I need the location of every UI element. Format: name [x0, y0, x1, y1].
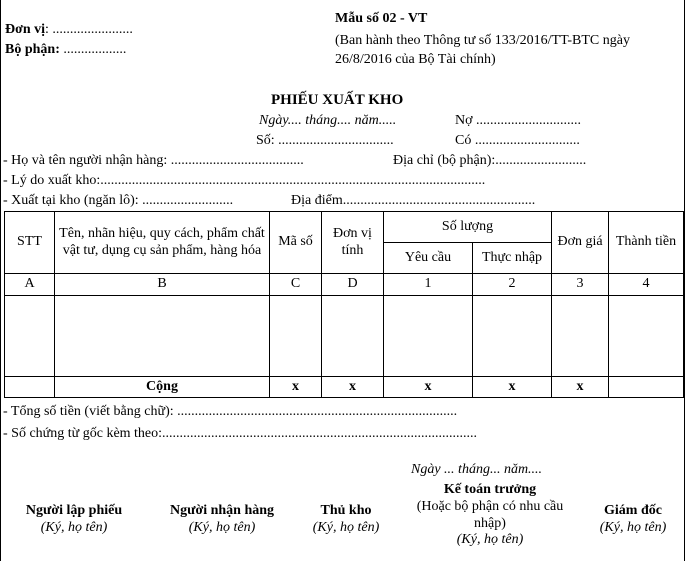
preparer-title: Người lập phiếu: [25, 503, 123, 518]
amount-header: Thành tiền: [609, 212, 684, 274]
warehouse-field: - Xuất tại kho (ngăn lô): ..........................: [3, 193, 234, 208]
document-title: PHIẾU XUẤT KHO: [271, 92, 404, 108]
total-label: Cộng: [55, 377, 270, 398]
blank-cell[interactable]: [55, 296, 270, 377]
price-header: Đơn giá: [552, 212, 609, 274]
index-cell: D: [322, 274, 384, 296]
blank-cell[interactable]: [473, 296, 552, 377]
index-cell: 2: [473, 274, 552, 296]
storekeeper-block: [299, 503, 393, 537]
dept-label: Bộ phận:: [5, 42, 60, 57]
index-cell: 4: [609, 274, 684, 296]
actual-header: Thực nhập: [473, 243, 552, 274]
dept-line: [5, 42, 126, 59]
accountant-subtitle-1: (Hoặc bộ phận có nhu cầu: [416, 498, 564, 514]
blank-cell[interactable]: [609, 296, 684, 377]
date-line: Ngày.... tháng.... năm.....: [259, 113, 397, 128]
dept-value: ..................: [59, 42, 127, 57]
stt-header: STT: [5, 212, 55, 274]
preparer-note: (Ký, họ tên): [40, 519, 108, 535]
unit-label: Đơn vị: [5, 22, 46, 37]
total-cell: [5, 377, 55, 398]
reason-field: - Lý do xuất kho:..............................................................................................................: [3, 173, 486, 188]
total-cell: x: [473, 377, 552, 398]
total-cell: x: [270, 377, 322, 398]
debit-line: Nợ ..............................: [455, 113, 582, 128]
receiver-note: (Ký, họ tên): [188, 519, 256, 535]
blank-cell[interactable]: [270, 296, 322, 377]
receiver-field: - Họ và tên người nhận hàng: ......................................: [3, 153, 304, 168]
director-title: Giám đốc: [604, 503, 662, 518]
total-row: [5, 377, 684, 398]
form-code: Mẫu số 02 - VT: [335, 11, 428, 26]
storekeeper-title: Thủ kho: [320, 503, 372, 518]
unit-header: Đơn vị tính: [322, 212, 384, 274]
preparer-block: [5, 503, 143, 537]
unit-line: [5, 22, 133, 39]
code-header: Mã số: [270, 212, 322, 274]
unit-value: : .......................: [45, 22, 133, 37]
total-cell: [609, 377, 684, 398]
index-cell: B: [55, 274, 270, 296]
attached-docs-field: - Số chứng từ gốc kèm theo:..........................................................................................: [3, 426, 478, 441]
total-cell: x: [552, 377, 609, 398]
index-row: [5, 274, 684, 296]
director-block: [585, 503, 681, 537]
accountant-title: Kế toán trưởng: [443, 482, 537, 497]
requested-header: Yêu cầu: [384, 243, 473, 274]
document-number: Số: .................................: [256, 133, 394, 148]
signature-date: Ngày ... tháng... năm....: [411, 462, 543, 477]
blank-entry-row: [5, 296, 684, 377]
index-cell: C: [270, 274, 322, 296]
quantity-header: Số lượng: [384, 212, 552, 243]
accountant-note: (Ký, họ tên): [456, 532, 524, 548]
blank-cell[interactable]: [322, 296, 384, 377]
receiver-block: [153, 503, 291, 537]
items-table: [4, 211, 684, 398]
index-cell: 1: [384, 274, 473, 296]
storekeeper-note: (Ký, họ tên): [312, 519, 380, 535]
blank-cell[interactable]: [5, 296, 55, 377]
blank-cell[interactable]: [384, 296, 473, 377]
credit-line: Có ..............................: [455, 133, 580, 148]
total-cell: x: [322, 377, 384, 398]
total-words-field: - Tổng số tiền (viết bằng chữ): ................................................................................: [3, 404, 458, 419]
regulation-line-2: 26/8/2016 của Bộ Tài chính): [335, 52, 496, 67]
name-header: Tên, nhãn hiệu, quy cách, phẩm chất vật tư, dụng cụ sản phẩm, hàng hóa: [55, 212, 270, 274]
header-row-1: [5, 212, 684, 243]
total-cell: x: [384, 377, 473, 398]
accountant-subtitle-2: nhập): [474, 515, 506, 531]
receiver-title: Người nhận hàng: [169, 503, 275, 518]
accountant-block: [399, 482, 581, 549]
index-cell: 3: [552, 274, 609, 296]
index-cell: A: [5, 274, 55, 296]
blank-cell[interactable]: [552, 296, 609, 377]
director-note: (Ký, họ tên): [599, 519, 667, 535]
regulation-line-1: (Ban hành theo Thông tư số 133/2016/TT-BTC ngày: [335, 33, 630, 48]
address-field: Địa chỉ (bộ phận):..........................: [393, 153, 587, 168]
location-field: Địa điểm.......................................................: [291, 193, 536, 208]
